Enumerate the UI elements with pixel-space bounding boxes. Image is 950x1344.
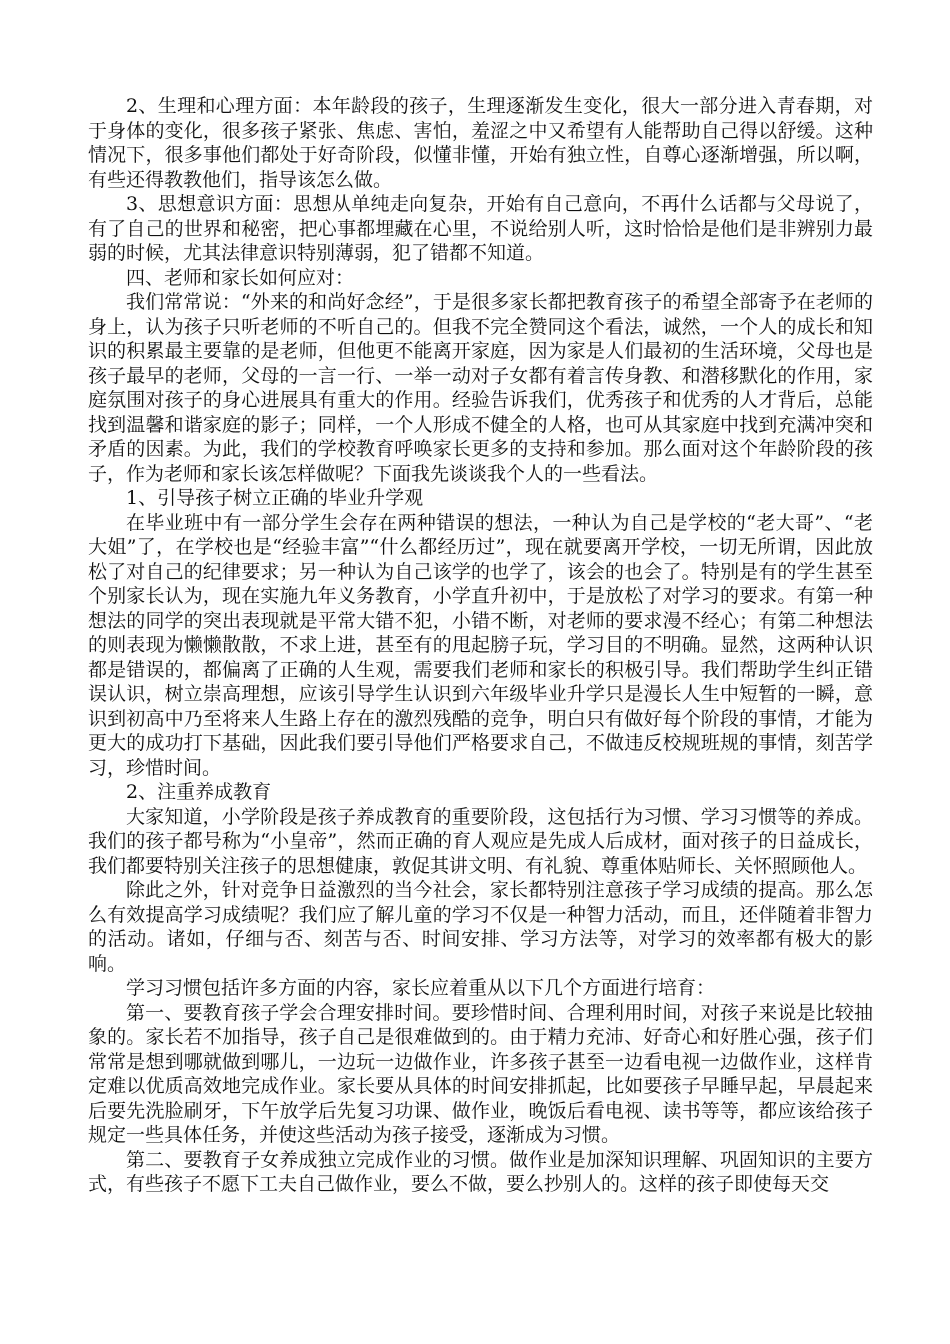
- subheading-graduation-view: 1、引导孩子树立正确的毕业升学观: [126, 487, 424, 509]
- document-page: [88, 94, 873, 1197]
- paragraph-independent-homework: 第二、要教育子女养成独立完成作业的习惯。做作业是加深知识理解、巩固知识的主要方式，有些孩子不愿下工夫自己做作业，要么不做，要么抄别人的。这样的孩子即使每天交: [88, 1148, 873, 1195]
- subheading-habit-education: 2、注重养成教育: [126, 781, 272, 803]
- paragraph-habit-education: 大家知道，小学阶段是孩子养成教育的重要阶段，这包括行为习惯、学习习惯等的养成。我们的孩子都号称为“小皇帝”，然而正确的育人观应是先成人后成材，面对孩子的日益成长，我们都要特别关注孩子的思想健康，敦促其讲文明、有礼貌、尊重体贴师长、关怀照顾他人。: [88, 805, 873, 877]
- paragraph-study-performance: 除此之外，针对竞争日益激烈的当今社会，家长都特别注意孩子学习成绩的提高。那么怎么有效提高学习成绩呢？我们应了解儿童的学习不仅是一种智力活动，而且，还伴随着非智力的活动。诸如，仔细与否、刻苦与否、时间安排、学习方法等，对学习的效率都有极大的影响。: [88, 879, 873, 975]
- paragraph-graduation-view: 在毕业班中有一部分学生会存在两种错误的想法，一种认为自己是学校的“老大哥”、“老大姐”了，在学校也是“经验丰富”“什么都经历过”，现在就要离开学校，一切无所谓，因此放松了对自己的纪律要求；另一种认为自己该学的也学了，该会的也会了。特别是有的学生甚至个别家长认为，现在实施九年义务教育，小学直升初中，于是放松了对学习的要求。有第一种想法的同学的突出表现就是平常大错不犯，小错不断，对老师的要求漫不经心；有第二种想法的则表现为懒懒散散，不求上进，甚至有的甩起膀子玩，学习目的不明确。显然，这两种认识都是错误的，都偏离了正确的人生观，需要我们老师和家长的积极引导。我们帮助学生纠正错误认识，树立崇高理想，应该引导学生认识到六年级毕业升学只是漫长人生中短暂的一瞬，意识到初高中乃至将来人生路上存在的激烈残酷的竞争，明白只有做好每个阶段的事情，才能为更大的成功打下基础，因此我们要引导他们严格要求自己，不做违反校规班规的事情，刻苦学习，珍惜时间。: [88, 511, 873, 779]
- paragraph-physiology: 2、生理和心理方面：本年龄段的孩子，生理逐渐发生变化，很大一部分进入青春期，对于身体的变化，很多孩子紧张、焦虑、害怕，羞涩之中又希望有人能帮助自己得以舒缓。这种情况下，很多事他们都处于好奇阶段，似懂非懂，开始有独立性，自尊心逐渐增强，所以啊，有些还得教教他们，指导该怎么做。: [88, 95, 873, 191]
- section-heading-response: 四、老师和家长如何应对：: [126, 266, 355, 289]
- paragraph-time-management: 第一、要教育孩子学会合理安排时间。要珍惜时间、合理利用时间，对孩子来说是比较抽象的。家长若不加指导，孩子自己是很难做到的。由于精力充沛、好奇心和好胜心强，孩子们常常是想到哪就做到哪儿，一边玩一边做作业，许多孩子甚至一边看电视一边做作业，这样肯定难以优质高效地完成作业。家长要从具体的时间安排抓起，比如要孩子早睡早起，早晨起来后要先洗脸刷牙，下午放学后先复习功课、做作业，晚饭后看电视、读书等等，都应该给孩子规定一些具体任务，并使这些活动为孩子接受，逐渐成为习惯。: [88, 1001, 873, 1146]
- paragraph-family-role: 我们常常说：“外来的和尚好念经”，于是很多家长都把教育孩子的希望全部寄予在老师的身上，认为孩子只听老师的不听自己的。但我不完全赞同这个看法，诚然，一个人的成长和知识的积累最主要靠的是老师，但他更不能离开家庭，因为家是人们最初的生活环境，父母也是孩子最早的老师，父母的一言一行、一举一动对子女都有着言传身教、和潜移默化的作用，家庭氛围对孩子的身心进展具有重大的作用。经验告诉我们，优秀孩子和优秀的人才背后，总能找到温馨和谐家庭的影子；同样，一个人形成不健全的人格，也可从其家庭中找到充满冲突和矛盾的因素。为此，我们的学校教育呼唤家长更多的支持和参加。那么面对这个年龄阶段的孩子，作为老师和家长该怎样做呢？下面我先谈谈我个人的一些看法。: [88, 291, 873, 485]
- paragraph-ideology: 3、思想意识方面：思想从单纯走向复杂，开始有自己意向，不再什么话都与父母说了，有了自己的世界和秘密，把心事都埋藏在心里，不说给别人听，这时恰恰是他们是非辨别力最弱的时候，尤其法律意识特别薄弱，犯了错都不知道。: [88, 193, 873, 264]
- paragraph-study-habits-intro: 学习习惯包括许多方面的内容，家长应着重从以下几个方面进行培育：: [126, 977, 716, 999]
